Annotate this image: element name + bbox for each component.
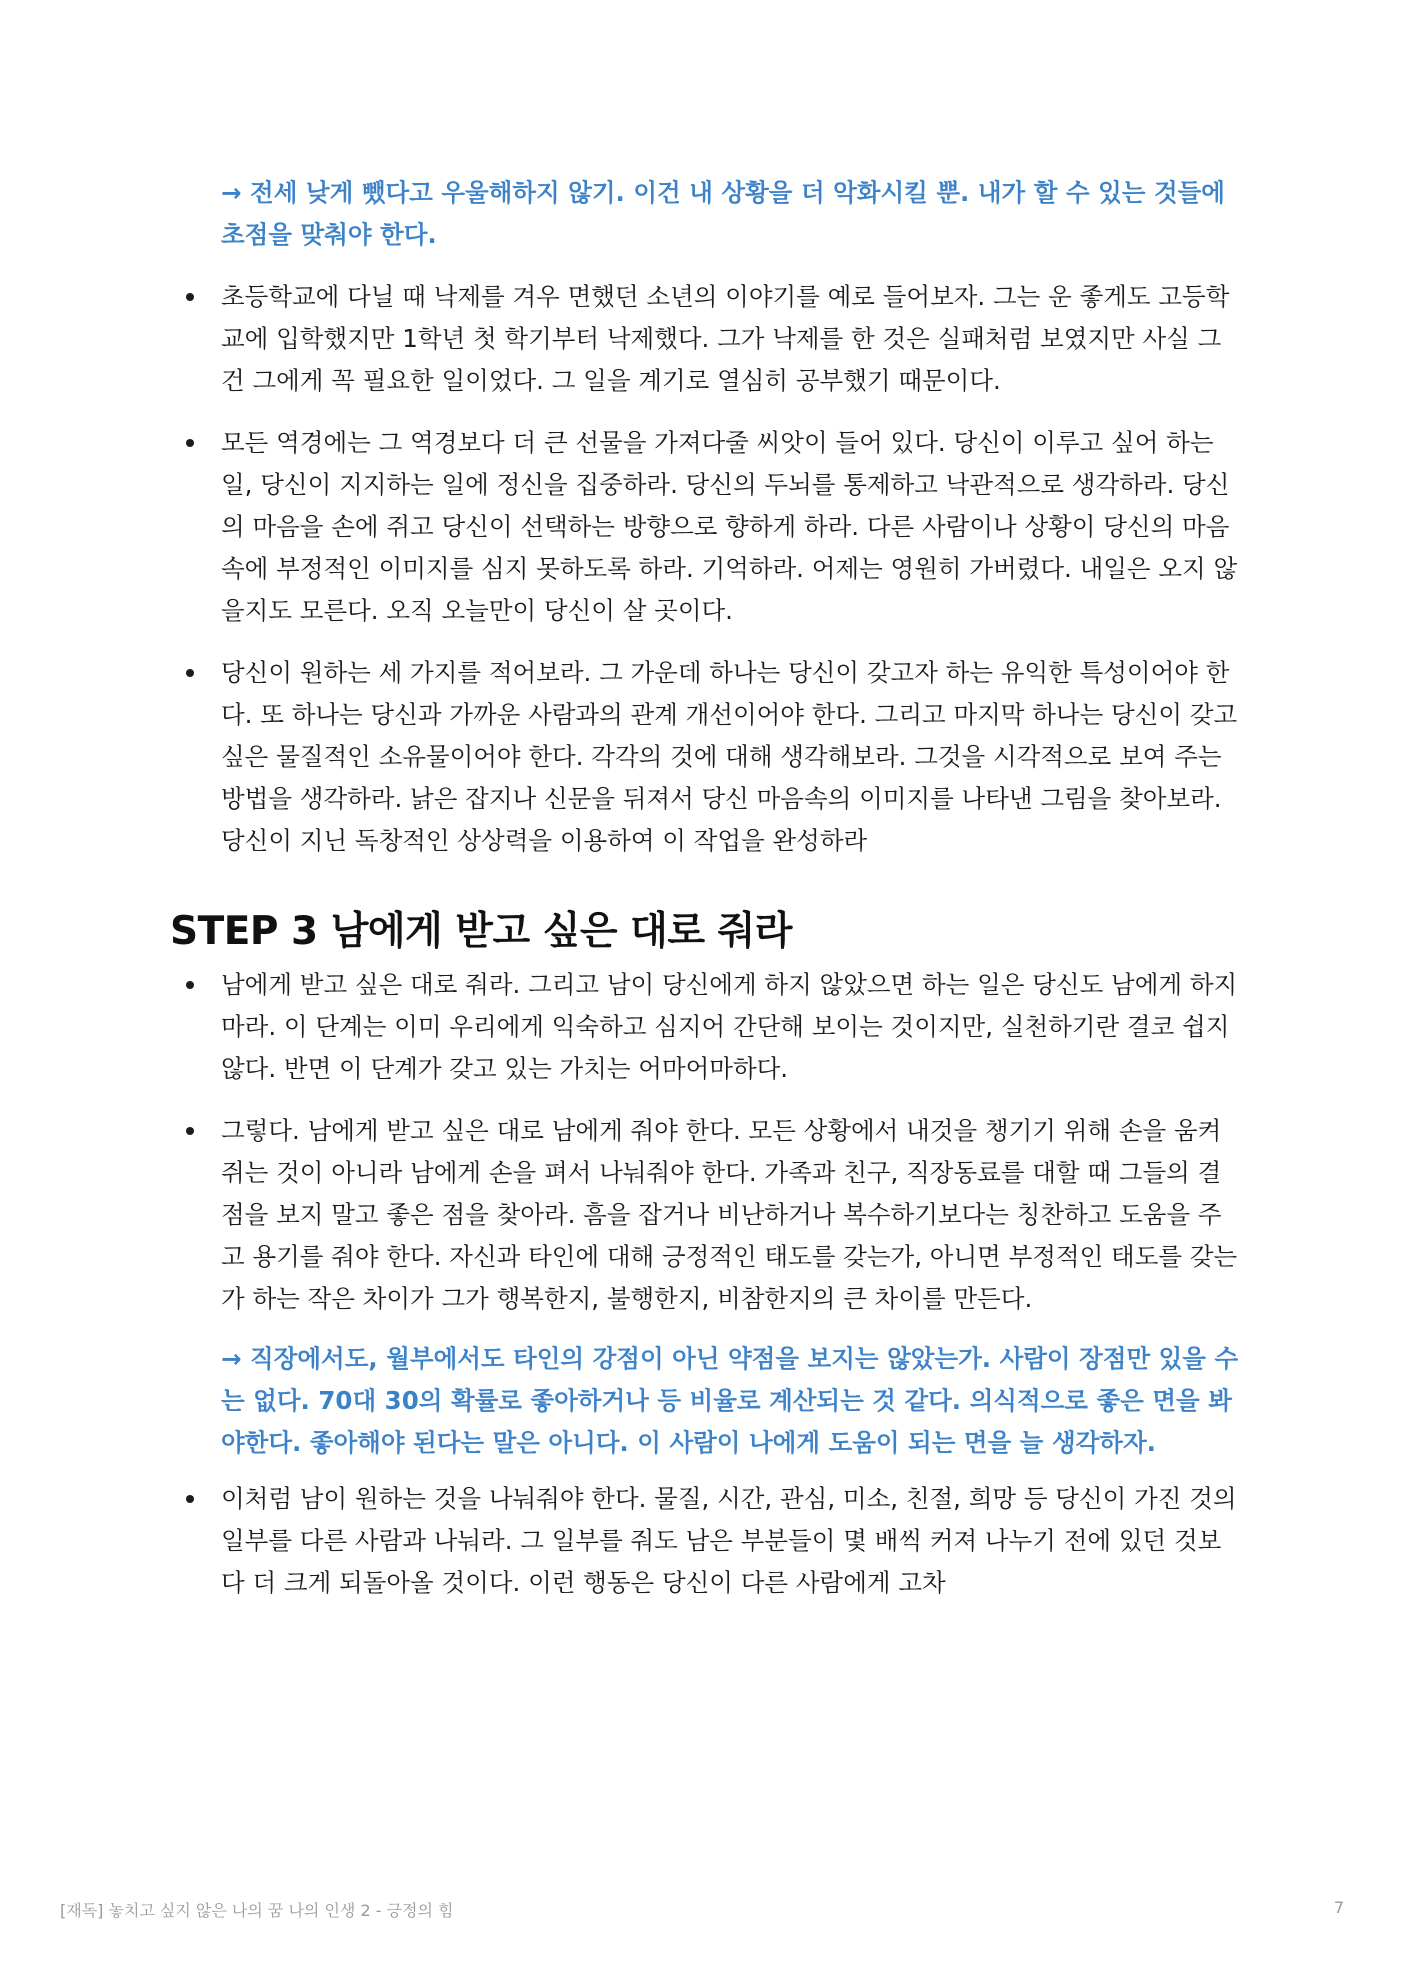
footer-document-title: [재독] 놓치고 싶지 않은 나의 꿈 나의 인생 2 - 긍정의 힘 [60,1901,454,1920]
bullet-dot [186,1127,194,1135]
section-heading: STEP 3 남에게 받고 싶은 대로 줘라 [170,909,792,954]
list-item-text: 남에게 받고 싶은 대로 줘라. 그리고 남이 당신에게 하지 않았으면 하는 일은 당신도 남에게 하지 마라. 이 단계는 이미 우리에게 익숙하고 심지어 간단해 보이는 것이지만, 실천하기란 결코 쉽지 않다. 반면 이 단계가 갖고 있는 가치는 어마어마하다. [221,970,1238,1083]
list-item [170,964,1240,1090]
list-item [170,1110,1240,1320]
list-item-text: 그렇다. 남에게 받고 싶은 대로 남에게 줘야 한다. 모든 상황에서 내것을 챙기기 위해 손을 움켜 쥐는 것이 아니라 남에게 손을 펴서 나눠줘야 한다. 가족과 친구, 직장동료를 대할 때 그들의 결점을 보지 말고 좋은 점을 찾아라. 흠을 잡거나 비난하거나 복수하기보다는 칭찬하고 도움을 주고 용기를 줘야 한다. 자신과 타인에 대해 긍정적인 태도를 갖는가, 아니면 부정적인 태도를 갖는가 하는 작은 차이가 그가 행복한지, 불행한지, 비참한지의 큰 차이를 만든다. [221,1116,1238,1313]
bullet-list [170,276,1240,862]
list-item-text: 당신이 원하는 세 가지를 적어보라. 그 가운데 하나는 당신이 갖고자 하는 유익한 특성이어야 한다. 또 하나는 당신과 가까운 사람과의 관계 개선이어야 한다. 그리고 마지막 하나는 당신이 갖고 싶은 물질적인 소유물이어야 한다. 각각의 것에 대해 생각해보라. 그것을 시각적으로 보여 주는 방법을 생각하라. 낡은 잡지나 신문을 뒤져서 당신 마음속의 이미지를 나타낸 그림을 찾아보라. 당신이 지닌 독창적인 상상력을 이용하여 이 작업을 완성하라 [221,658,1238,855]
list-item [170,276,1240,402]
list-item-text: 이처럼 남이 원하는 것을 나눠줘야 한다. 물질, 시간, 관심, 미소, 친절, 희망 등 당신이 가진 것의 일부를 다른 사람과 나눠라. 그 일부를 줘도 남은 부분들이 몇 배씩 커져 나누기 전에 있던 것보다 더 크게 되돌아올 것이다. 이런 행동은 당신이 다른 사람에게 고차 [221,1484,1237,1597]
bullet-dot [186,293,194,301]
reflection-note: → 직장에서도, 월부에서도 타인의 강점이 아닌 약점을 보지는 않았는가. 사람이 장점만 있을 수는 없다. 70대 30의 확률로 좋아하거나 등 비율로 계산되는 것 같다. 의식적으로 좋은 면을 봐야한다. 좋아해야 된다는 말은 아니다. 이 사람이 나에게 도움이 되는 면을 늘 생각하자. [221,1344,1239,1457]
bullet-list [170,1478,1240,1604]
bullet-list [170,964,1240,1320]
page-number: 7 [1333,1898,1344,1917]
page-content [170,172,1240,1604]
list-item-text: 모든 역경에는 그 역경보다 더 큰 선물을 가져다줄 씨앗이 들어 있다. 당신이 이루고 싶어 하는 일, 당신이 지지하는 일에 정신을 집중하라. 당신의 두뇌를 통제하고 낙관적으로 생각하라. 당신의 마음을 손에 쥐고 당신이 선택하는 방향으로 향하게 하라. 다른 사람이나 상황이 당신의 마음속에 부정적인 이미지를 심지 못하도록 하라. 기억하라. 어제는 영원히 가버렸다. 내일은 오지 않을지도 모른다. 오직 오늘만이 당신이 살 곳이다. [221,428,1238,625]
reflection-note: → 전세 낮게 뺐다고 우울해하지 않기. 이건 내 상황을 더 악화시킬 뿐. 내가 할 수 있는 것들에 초점을 맞춰야 한다. [221,178,1225,249]
bullet-dot [186,1495,194,1503]
list-item [170,652,1240,862]
bullet-dot [186,669,194,677]
bullet-dot [186,439,194,447]
bullet-dot [186,981,194,989]
list-item [170,422,1240,632]
list-item-text: 초등학교에 다닐 때 낙제를 겨우 면했던 소년의 이야기를 예로 들어보자. 그는 운 좋게도 고등학교에 입학했지만 1학년 첫 학기부터 낙제했다. 그가 낙제를 한 것은 실패처럼 보였지만 사실 그건 그에게 꼭 필요한 일이었다. 그 일을 계기로 열심히 공부했기 때문이다. [221,282,1230,395]
list-item [170,1478,1240,1604]
